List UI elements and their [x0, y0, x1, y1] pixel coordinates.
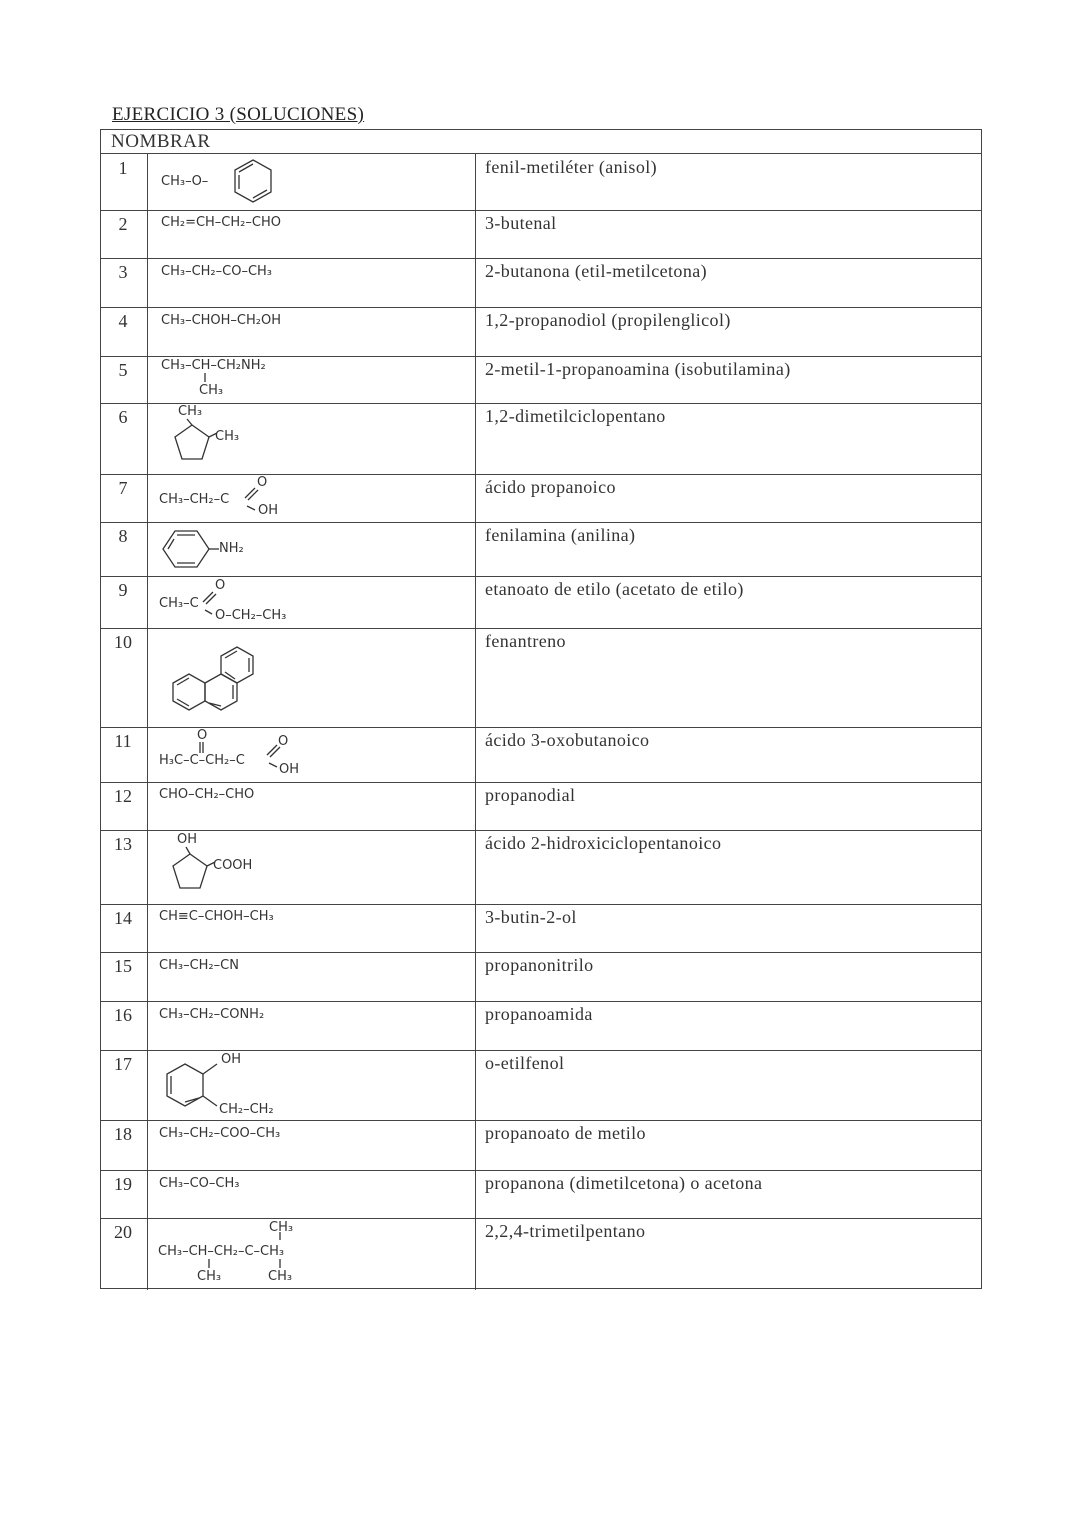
table-row	[101, 258, 981, 307]
row-number: 2	[118, 214, 128, 234]
row-number: 11	[114, 731, 132, 751]
formula-text: H₃C–C–CH₂–C	[159, 753, 245, 768]
table-row	[101, 474, 981, 522]
formula-text: CH₃–O–	[161, 174, 209, 189]
row-number: 8	[118, 526, 128, 546]
formula-text: CH₃–CH₂–COO–CH₃	[159, 1126, 281, 1141]
formula-text: CH₃–CH₂–C	[159, 492, 230, 507]
compound-name: 2-butanona (etil-metilcetona)	[485, 261, 708, 281]
formula-substituent: CH₃	[215, 429, 240, 444]
table-row	[101, 727, 981, 782]
formula-substituent: COOH	[213, 858, 253, 873]
table-row	[101, 830, 981, 904]
compound-name: 1,2-dimetilciclopentano	[485, 406, 666, 426]
compound-name: fenil-metiléter (anisol)	[485, 157, 658, 177]
row-number: 7	[118, 478, 128, 498]
formula-text: CH₃–CH–CH₂–C–CH₃	[158, 1244, 285, 1259]
benzene-ring-icon	[225, 156, 281, 206]
row-number: 10	[114, 632, 132, 652]
table-row	[101, 210, 981, 258]
row-number: 13	[114, 834, 132, 854]
row-number: 1	[118, 158, 128, 178]
compound-name: ácido 3-oxobutanoico	[485, 730, 650, 750]
formula-substituent-top: CH₃	[269, 1220, 294, 1235]
row-number: 5	[118, 360, 128, 380]
formula-substituent-bottom: CH₃	[268, 1269, 293, 1284]
table-row	[101, 1050, 981, 1120]
table-row	[101, 628, 981, 727]
formula-text: NH₂	[219, 541, 244, 556]
row-number: 9	[118, 580, 128, 600]
exercise-table	[100, 129, 982, 1289]
row-number: 20	[114, 1222, 132, 1242]
formula-text: CH₃–C	[159, 596, 199, 611]
table-row	[101, 1120, 981, 1170]
formula-substituent: OH	[177, 832, 198, 847]
branch-bond	[204, 373, 208, 383]
formula-hydroxyl: OH	[258, 503, 279, 518]
header-label: NOMBRAR	[111, 131, 211, 152]
compound-name: propanona (dimetilcetona) o acetona	[485, 1173, 763, 1193]
formula-substituent: CH₃	[178, 404, 203, 419]
compound-name: propanoato de metilo	[485, 1123, 646, 1143]
table-row	[101, 356, 981, 403]
compound-name: 1,2-propanodiol (propilenglicol)	[485, 310, 731, 330]
formula-text: CH₃–CH₂–CONH₂	[159, 1007, 265, 1022]
formula-ester-tail: O–CH₂–CH₃	[215, 608, 287, 623]
formula-substituent: CH₃	[199, 383, 224, 398]
compound-name: propanodial	[485, 785, 576, 805]
formula-text: CH≡C–CHOH–CH₃	[159, 909, 274, 924]
row-number: 12	[114, 786, 132, 806]
row-number: 14	[114, 908, 132, 928]
formula-text: CH₃–CH₂–CO–CH₃	[161, 264, 273, 279]
table-row	[101, 1001, 981, 1050]
formula-ethyl: CH₂–CH₂	[219, 1102, 274, 1117]
row-number: 16	[114, 1005, 132, 1025]
compound-name: ácido propanoico	[485, 477, 616, 497]
compound-name: propanoamida	[485, 1004, 593, 1024]
formula-hydroxyl: OH	[221, 1052, 242, 1067]
table-row	[101, 307, 981, 356]
cyclopentane-ring-icon	[157, 844, 237, 902]
table-row	[101, 782, 981, 830]
formula-text: CH₃–CHOH–CH₂OH	[161, 313, 281, 328]
compound-name: propanonitrilo	[485, 955, 594, 975]
compound-name: fenantreno	[485, 631, 566, 651]
formula-text: CH₂=CH–CH₂–CHO	[161, 215, 281, 230]
row-number: 17	[114, 1054, 132, 1074]
phenanthrene-structure-icon	[157, 633, 277, 725]
formula-oxygen: O	[215, 578, 226, 593]
formula-text: CH₃–CO–CH₃	[159, 1176, 240, 1191]
compound-name: etanoato de etilo (acetato de etilo)	[485, 579, 744, 599]
compound-name: 2,2,4-trimetilpentano	[485, 1221, 646, 1241]
compound-name: 2-metil-1-propanoamina (isobutilamina)	[485, 359, 791, 379]
table-row	[101, 154, 981, 210]
row-number: 6	[118, 407, 128, 427]
formula-text: CH₃–CH–CH₂NH₂	[161, 358, 266, 373]
row-number: 19	[114, 1174, 132, 1194]
table-row	[101, 522, 981, 576]
compound-name: 3-butenal	[485, 213, 557, 233]
page-title: EJERCICIO 3 (SOLUCIONES)	[112, 104, 365, 125]
row-number: 4	[118, 311, 128, 331]
formula-text: CH₃–CH₂–CN	[159, 958, 239, 973]
compound-name: fenilamina (anilina)	[485, 525, 636, 545]
table-header	[101, 130, 981, 154]
table-row	[101, 576, 981, 628]
formula-text: CHO–CH₂–CHO	[159, 787, 255, 802]
compound-name: ácido 2-hidroxiciclopentanoico	[485, 833, 722, 853]
compound-name: 3-butin-2-ol	[485, 907, 577, 927]
table-row	[101, 952, 981, 1001]
formula-substituent-bottom: CH₃	[197, 1269, 222, 1284]
formula-hydroxyl: OH	[279, 762, 300, 777]
table-row	[101, 403, 981, 474]
row-number: 15	[114, 956, 132, 976]
table-row	[101, 1218, 981, 1290]
formula-ketone-oxygen: O	[197, 728, 208, 743]
row-number: 3	[118, 262, 128, 282]
formula-oxygen: O	[257, 475, 268, 490]
compound-name: o-etilfenol	[485, 1053, 565, 1073]
table-row	[101, 1170, 981, 1218]
formula-oxygen: O	[278, 734, 289, 749]
table-row	[101, 904, 981, 952]
row-number: 18	[114, 1124, 132, 1144]
